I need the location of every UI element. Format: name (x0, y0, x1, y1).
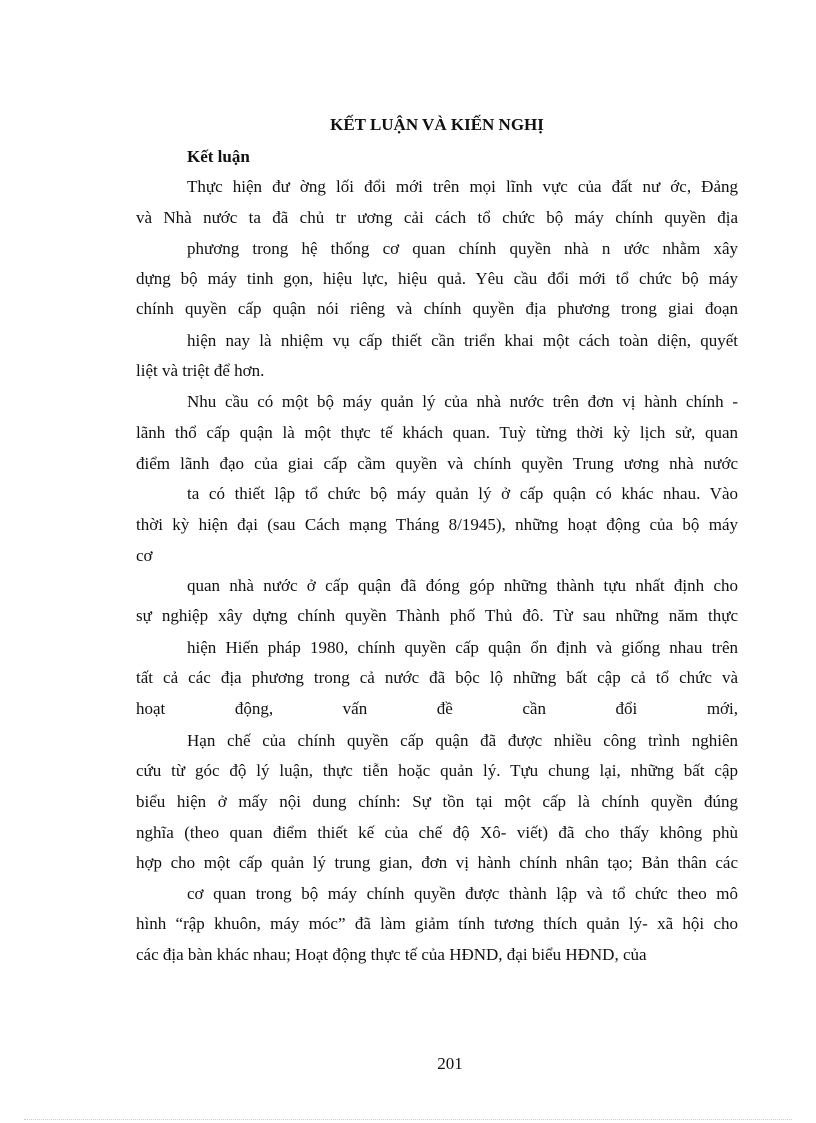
paragraph-line: lãnh thổ cấp quận là một thực tế khách quan. Tuỳ từng thời kỳ lịch sử, quan (136, 423, 738, 442)
paragraph-line: sự nghiệp xây dựng chính quyền Thành phố Thủ đô. Từ sau những năm thực (136, 606, 738, 625)
paragraph-line: nghĩa (theo quan điểm thiết kế của chế độ Xô- viết) đã cho thấy không phù (136, 823, 738, 842)
paragraph-line: hiện Hiến pháp 1980, chính quyền cấp quận ổn định và giống nhau trên (187, 638, 738, 657)
paragraph-line: tất cả các địa phương trong cả nước đã bộc lộ những bất cập cả tổ chức và (136, 668, 738, 687)
paragraph-line: liệt và triệt để hơn. (136, 361, 265, 380)
paragraph-line: cơ (136, 546, 153, 565)
paragraph-line: Nhu cầu có một bộ máy quản lý của nhà nước trên đơn vị hành chính - (187, 392, 738, 411)
page-bottom-border (24, 1119, 792, 1120)
paragraph-line: hình “rập khuôn, máy móc” đã làm giảm tính tương thích quản lý- xã hội cho (136, 914, 738, 933)
paragraph-line: cơ quan trong bộ máy chính quyền được thành lập và tổ chức theo mô (187, 884, 738, 903)
paragraph-line: quan nhà nước ở cấp quận đã đóng góp những thành tựu nhất định cho (187, 576, 738, 595)
paragraph-line: biểu hiện ở mấy nội dung chính: Sự tồn tại một cấp là chính quyền đúng (136, 792, 738, 811)
paragraph-line: cứu từ góc độ lý luận, thực tiễn hoặc quản lý. Tựu chung lại, những bất cập (136, 761, 738, 780)
page-title: KẾT LUẬN VÀ KIẾN NGHỊ (330, 115, 544, 134)
paragraph-line: Hạn chế của chính quyền cấp quận đã được nhiều công trình nghiên (187, 731, 738, 750)
paragraph-line: thời kỳ hiện đại (sau Cách mạng Tháng 8/1945), những hoạt động của bộ máy (136, 515, 738, 534)
paragraph-line: ta có thiết lập tổ chức bộ máy quản lý ở cấp quận có khác nhau. Vào (187, 484, 738, 503)
paragraph-line: Thực hiện đư ờng lối đổi mới trên mọi lĩnh vực của đất nư ớc, Đảng (187, 177, 738, 196)
page-number: 201 (437, 1054, 463, 1073)
paragraph-line: phương trong hệ thống cơ quan chính quyền nhà n ước nhằm xây (187, 239, 738, 258)
paragraph-line: các địa bàn khác nhau; Hoạt động thực tế của HĐND, đại biểu HĐND, của (136, 945, 647, 964)
paragraph-line: và Nhà nước ta đã chủ tr ương cải cách tổ chức bộ máy chính quyền địa (136, 208, 738, 227)
paragraph-line: hợp cho một cấp quản lý trung gian, đơn vị hành chính nhân tạo; Bản thân các (136, 853, 738, 872)
paragraph-line: hoạt động, vấn đề cần đổi mới, (136, 699, 738, 718)
paragraph-line: điểm lãnh đạo của giai cấp cầm quyền và chính quyền Trung ương nhà nước (136, 454, 738, 473)
section-heading: Kết luận (187, 147, 250, 166)
paragraph-line: hiện nay là nhiệm vụ cấp thiết cần triển khai một cách toàn diện, quyết (187, 331, 738, 350)
paragraph-line: dựng bộ máy tinh gọn, hiệu lực, hiệu quả. Yêu cầu đổi mới tổ chức bộ máy (136, 269, 738, 288)
paragraph-line: chính quyền cấp quận nói riêng và chính quyền địa phương trong giai đoạn (136, 299, 738, 318)
